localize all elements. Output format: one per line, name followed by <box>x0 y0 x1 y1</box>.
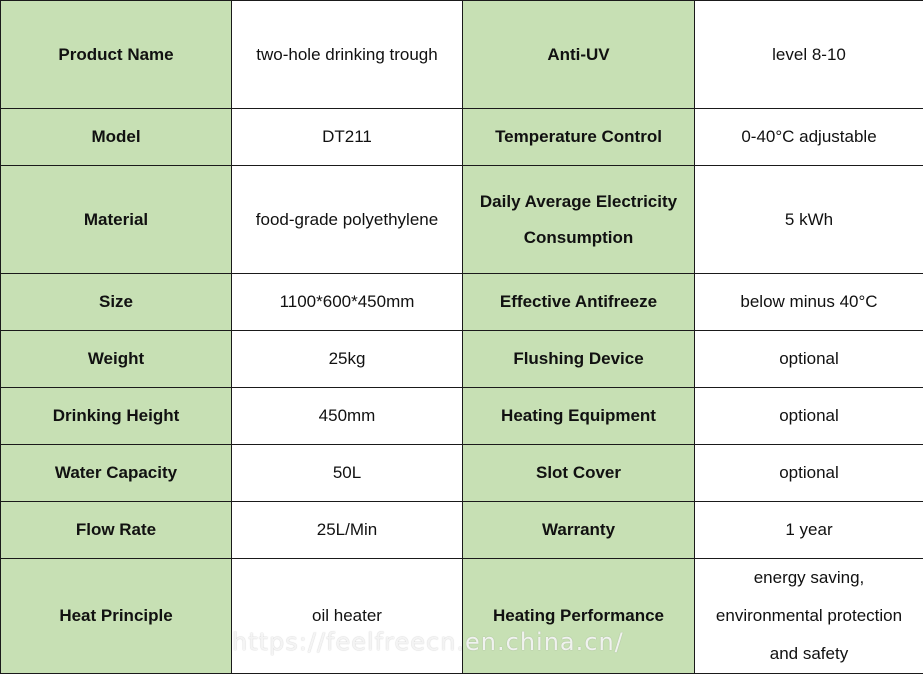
table-row <box>1 109 923 166</box>
spec-value: optional <box>695 445 923 502</box>
table-row <box>1 388 923 445</box>
table-row <box>1 166 923 274</box>
spec-label: Anti-UV <box>463 1 695 109</box>
spec-label: Effective Antifreeze <box>463 274 695 331</box>
spec-value: food-grade polyethylene <box>232 166 463 274</box>
spec-label: Water Capacity <box>1 445 232 502</box>
spec-label: Drinking Height <box>1 388 232 445</box>
watermark: https://feelfreecn.en.china.cn/ <box>232 628 624 656</box>
spec-value-line: energy saving, <box>701 559 917 597</box>
spec-label: Heating Performance <box>463 559 695 674</box>
table-row <box>1 445 923 502</box>
spec-label: Material <box>1 166 232 274</box>
spec-label-line: Daily Average Electricity <box>469 184 688 220</box>
spec-label: Weight <box>1 331 232 388</box>
spec-value <box>695 559 923 674</box>
spec-label: Warranty <box>463 502 695 559</box>
spec-value: 25L/Min <box>232 502 463 559</box>
spec-value: 5 kWh <box>695 166 923 274</box>
spec-label: Product Name <box>1 1 232 109</box>
spec-label: Slot Cover <box>463 445 695 502</box>
spec-value: 1 year <box>695 502 923 559</box>
spec-value: two-hole drinking trough <box>232 1 463 109</box>
spec-label: Flow Rate <box>1 502 232 559</box>
spec-value: 1100*600*450mm <box>232 274 463 331</box>
spec-value: 25kg <box>232 331 463 388</box>
spec-label: Heat Principle <box>1 559 232 674</box>
spec-label: Heating Equipment <box>463 388 695 445</box>
table-row <box>1 1 923 109</box>
spec-value: 450mm <box>232 388 463 445</box>
spec-label: Flushing Device <box>463 331 695 388</box>
spec-value: optional <box>695 331 923 388</box>
table-row <box>1 274 923 331</box>
table-row <box>1 331 923 388</box>
spec-label: Model <box>1 109 232 166</box>
spec-value: 50L <box>232 445 463 502</box>
spec-value: below minus 40°C <box>695 274 923 331</box>
spec-value: oil heater <box>232 559 463 674</box>
table-row <box>1 559 923 674</box>
spec-label <box>463 166 695 274</box>
spec-label: Temperature Control <box>463 109 695 166</box>
spec-value: optional <box>695 388 923 445</box>
spec-value: 0-40°C adjustable <box>695 109 923 166</box>
spec-label-line: Consumption <box>469 220 688 256</box>
spec-value-line: environmental protection <box>701 597 917 635</box>
table-row <box>1 502 923 559</box>
spec-label: Size <box>1 274 232 331</box>
spec-value: level 8-10 <box>695 1 923 109</box>
spec-value-line: and safety <box>701 635 917 673</box>
spec-value: DT211 <box>232 109 463 166</box>
